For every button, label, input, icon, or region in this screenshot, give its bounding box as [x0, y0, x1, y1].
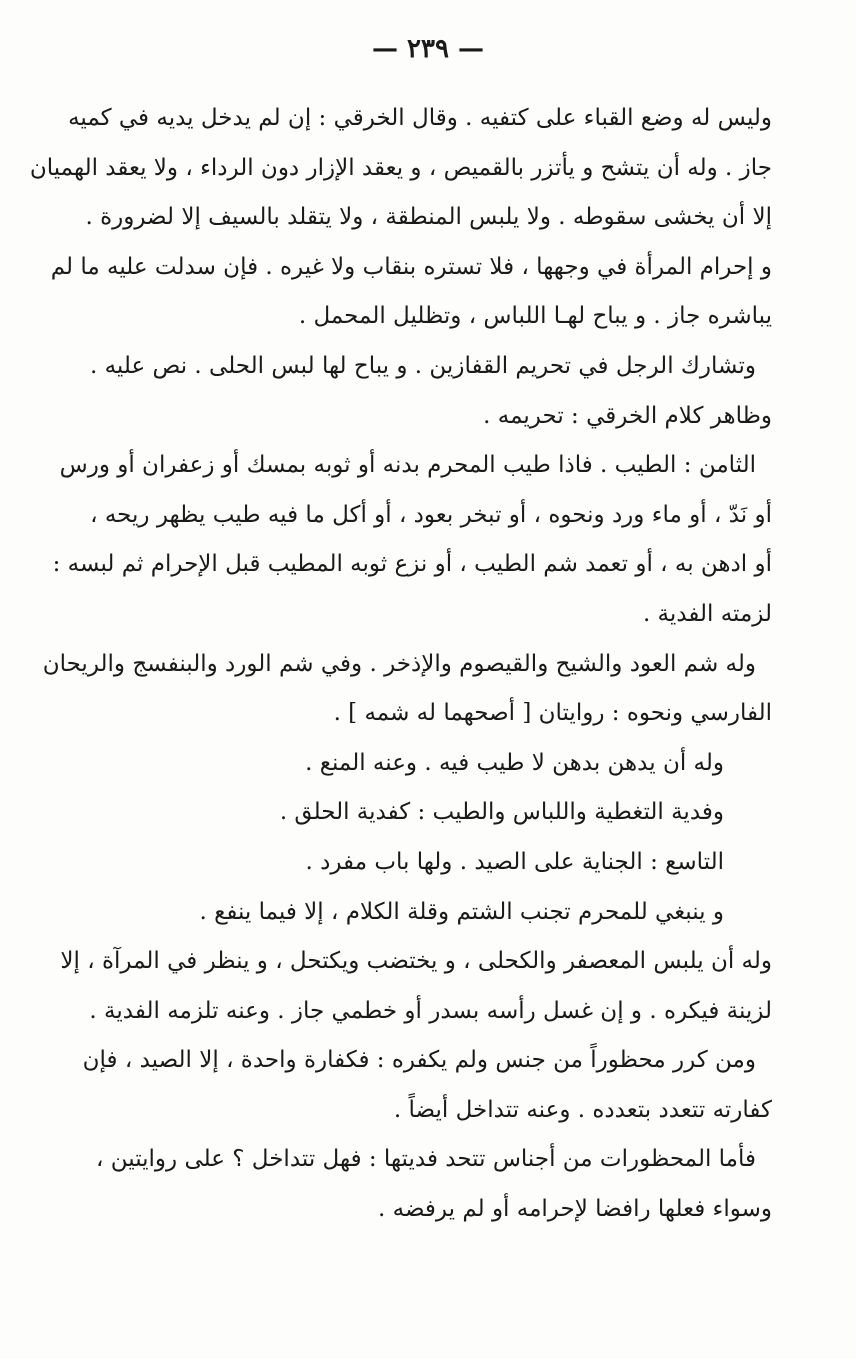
- text-line: التاسع : الجناية على الصيد . ولها باب مفرد .: [305, 848, 724, 875]
- body-text: [29, 94, 772, 1235]
- text-line: وله شم العود والشيح والقيصوم والإذخر . وفي شم الورد والبنفسج والريحان: [42, 650, 756, 677]
- text-line: وله أن يدهن بدهن لا طيب فيه . وعنه المنع .: [305, 749, 724, 776]
- text-line: وسواء فعلها رافضا لإحرامه أو لم يرفضه .: [378, 1196, 772, 1223]
- text-line: وفدية التغطية واللباس والطيب : كفدية الحلق .: [279, 799, 724, 826]
- text-line: لزينة فيكره . و إن غسل رأسه بسدر أو خطمي جاز . وعنه تلزمه الفدية .: [89, 997, 772, 1024]
- text-line: جاز . وله أن يتشح و يأتزر بالقميص ، و يعقد الإزار دون الرداء ، ولا يعقد الهميان: [29, 154, 772, 181]
- text-line: وظاهر كلام الخرقي : تحريمه .: [483, 402, 772, 429]
- text-line: أو ادهن به ، أو تعمد شم الطيب ، أو نزع ثوبه المطيب قبل الإحرام ثم لبسه :: [52, 551, 772, 578]
- text-line: يباشره جاز . و يباح لهـا اللباس ، وتظليل المحمل .: [298, 303, 772, 330]
- text-line: إلا أن يخشى سقوطه . ولا يلبس المنطقة ، ولا يتقلد بالسيف إلا لضرورة .: [85, 204, 772, 231]
- text-line: كفارته تتعدد بتعدده . وعنه تتداخل أيضاً .: [393, 1096, 772, 1123]
- text-line: و إحرام المرأة في وجهها ، فلا تستره بنقاب ولا غيره . فإن سدلت عليه ما لم: [50, 253, 772, 280]
- text-line: لزمته الفدية .: [642, 600, 772, 627]
- text-line: وله أن يلبس المعصفر والكحلى ، و يختضب ويكتحل ، و ينظر في المرآة ، إلا: [60, 948, 772, 975]
- text-line: الثامن : الطيب . فاذا طيب المحرم بدنه أو ثوبه بمسك أو زعفران أو ورس: [59, 452, 756, 479]
- text-line: ومن كرر محظوراً من جنس ولم يكفره : فكفارة واحدة ، إلا الصيد ، فإن: [82, 1047, 756, 1074]
- text-line: و ينبغي للمحرم تجنب الشتم وقلة الكلام ، إلا فيما ينفع .: [199, 898, 724, 925]
- text-line: فأما المحظورات من أجناس تتحد فديتها : فهل تتداخل ؟ على روايتين ،: [96, 1146, 756, 1173]
- text-line: الفارسي ونحوه : روايتان [ أصحهما له شمه ] .: [333, 700, 772, 727]
- text-line: وليس له وضع القباء على كتفيه . وقال الخرقي : إن لم يدخل يديه في كميه: [68, 105, 772, 131]
- text-line: وتشارك الرجل في تحريم القفازين . و يباح لها لبس الحلى . نص عليه .: [89, 352, 756, 379]
- text-line: أو نَدّ ، أو ماء ورد ونحوه ، أو تبخر بعود ، أو أكل ما فيه طيب يظهر ريحه ،: [90, 501, 772, 528]
- page-number: — ٢٣٩ —: [371, 34, 485, 64]
